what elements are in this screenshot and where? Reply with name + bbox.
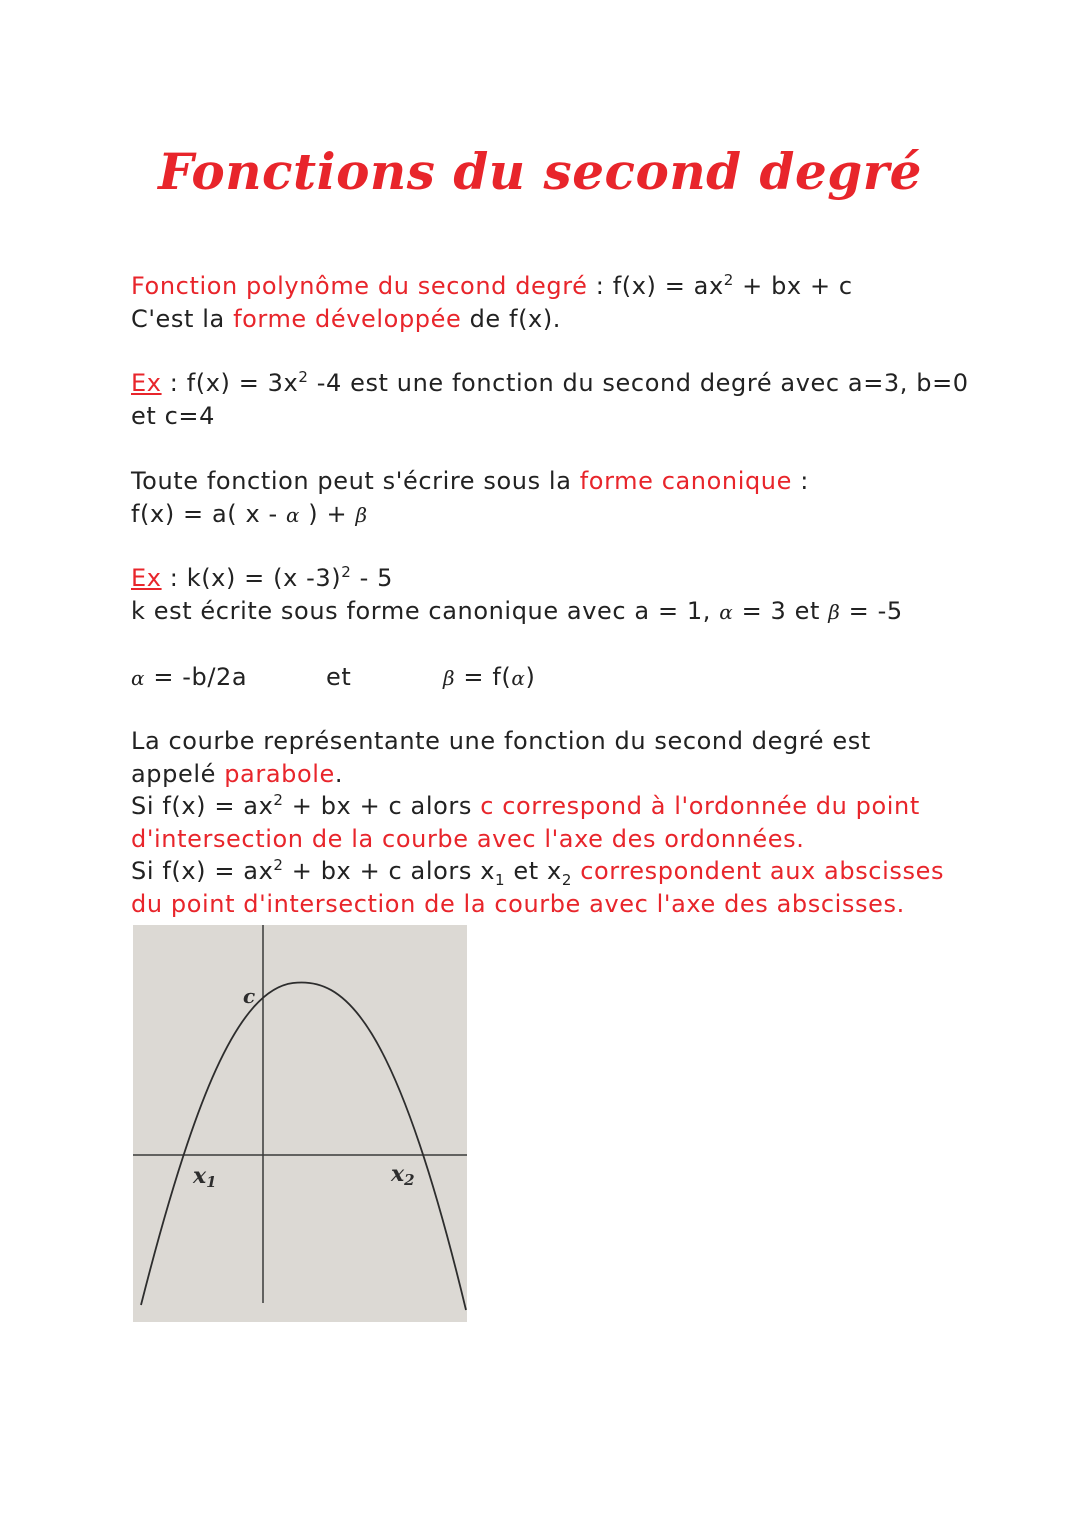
alpha-symbol: α: [131, 666, 146, 690]
parabola-line2-a: appelé: [131, 760, 225, 788]
beta-rest-b: ): [525, 663, 536, 691]
example2-sup: 2: [341, 563, 352, 581]
example2-text-a: : k(x) = (x -3): [161, 564, 342, 592]
definition-sup: 2: [723, 271, 734, 289]
parabola-line5-b: + bx + c alors x: [283, 857, 496, 885]
definition-line: [131, 270, 853, 302]
canonical-formula-b: ) +: [300, 500, 356, 528]
parabola-line3-sup: 2: [273, 791, 284, 809]
developed-form-a: C'est la: [131, 305, 234, 333]
alpha-formula: [131, 661, 247, 694]
canonical-alpha: α: [285, 503, 301, 527]
beta-rest-a: = f(: [455, 663, 512, 691]
parabola-term: parabole: [224, 760, 335, 788]
example1-sup: 2: [298, 368, 309, 386]
alpha-rest: = -b/2a: [145, 663, 248, 691]
beta-formula: [443, 661, 535, 694]
parabola-graph: [133, 925, 467, 1322]
definition-label: Fonction polynôme du second degré: [131, 272, 588, 300]
definition-formula-a: f(x) = ax: [612, 272, 724, 300]
label-x2: [390, 1161, 415, 1189]
parabola-line4: d'intersection de la courbe avec l'axe des ordonnées.: [131, 825, 805, 853]
example2-beta: β: [828, 600, 841, 624]
example1-label: Ex: [131, 369, 162, 397]
canonical-formula: [131, 498, 368, 531]
beta-alpha: α: [511, 666, 526, 690]
parabola-curve: [141, 982, 466, 1310]
parabola-line5-sub1: 1: [495, 870, 506, 889]
canonical-formula-a: f(x) = a( x -: [131, 500, 286, 528]
example2-text-b: - 5: [351, 564, 393, 592]
developed-form-line: [131, 303, 561, 335]
parabola-line5-sup: 2: [273, 856, 284, 874]
canonical-term: forme canonique: [579, 467, 792, 495]
example2-line2-a: k est écrite sous forme canonique avec a = 1,: [131, 597, 720, 625]
relations-et: et: [326, 663, 352, 691]
example2-label: Ex: [131, 564, 162, 592]
canonical-line: [131, 465, 809, 497]
definition-colon: :: [587, 272, 613, 300]
label-x2-main: x: [391, 1161, 405, 1187]
canonical-colon: :: [792, 467, 809, 495]
canonical-text: Toute fonction peut s'écrire sous la: [131, 467, 580, 495]
example1-text-a: : f(x) = 3x: [161, 369, 299, 397]
page-title: Fonctions du second degré: [158, 142, 922, 201]
parabola-line5-red: correspondent aux abscisses: [571, 857, 945, 885]
example1-text-b: -4 est une fonction du second degré avec a=3, b=0: [308, 369, 969, 397]
parabola-line3: [131, 790, 920, 822]
canonical-beta: β: [355, 503, 368, 527]
label-x1-main: x: [193, 1163, 207, 1189]
parabola-line2: [131, 758, 343, 790]
example1-line: [131, 367, 969, 399]
example1-line2: et c=4: [131, 402, 215, 430]
example2-line2: [131, 595, 903, 628]
parabola-line3-a: Si f(x) = ax: [131, 792, 274, 820]
example2-alpha: α: [719, 600, 734, 624]
label-c: c: [243, 984, 256, 1008]
parabola-line1: La courbe représentante une fonction du second degré est: [131, 727, 871, 755]
parabola-line5-a: Si f(x) = ax: [131, 857, 274, 885]
parabola-line6: du point d'intersection de la courbe avec l'axe des abscisses.: [131, 890, 905, 918]
parabola-graph-svg: [133, 925, 467, 1322]
parabola-line3-b: + bx + c alors: [283, 792, 481, 820]
parabola-line5-c: et x: [505, 857, 562, 885]
label-x2-sub: 2: [404, 1171, 415, 1189]
example2-line: [131, 562, 393, 594]
label-x1: [192, 1163, 217, 1191]
definition-formula-b: + bx + c: [733, 272, 853, 300]
developed-form-b: de f(x).: [461, 305, 562, 333]
example2-line2-b: = 3 et: [733, 597, 829, 625]
parabola-line2-b: .: [334, 760, 344, 788]
beta-symbol: β: [443, 666, 456, 690]
parabola-line3-red: c correspond à l'ordonnée du point: [480, 792, 920, 820]
label-x1-sub: 1: [206, 1173, 217, 1191]
parabola-line5: [131, 855, 944, 887]
parabola-line5-sub2: 2: [561, 870, 572, 889]
example2-line2-c: = -5: [840, 597, 903, 625]
developed-form-term: forme développée: [233, 305, 462, 333]
